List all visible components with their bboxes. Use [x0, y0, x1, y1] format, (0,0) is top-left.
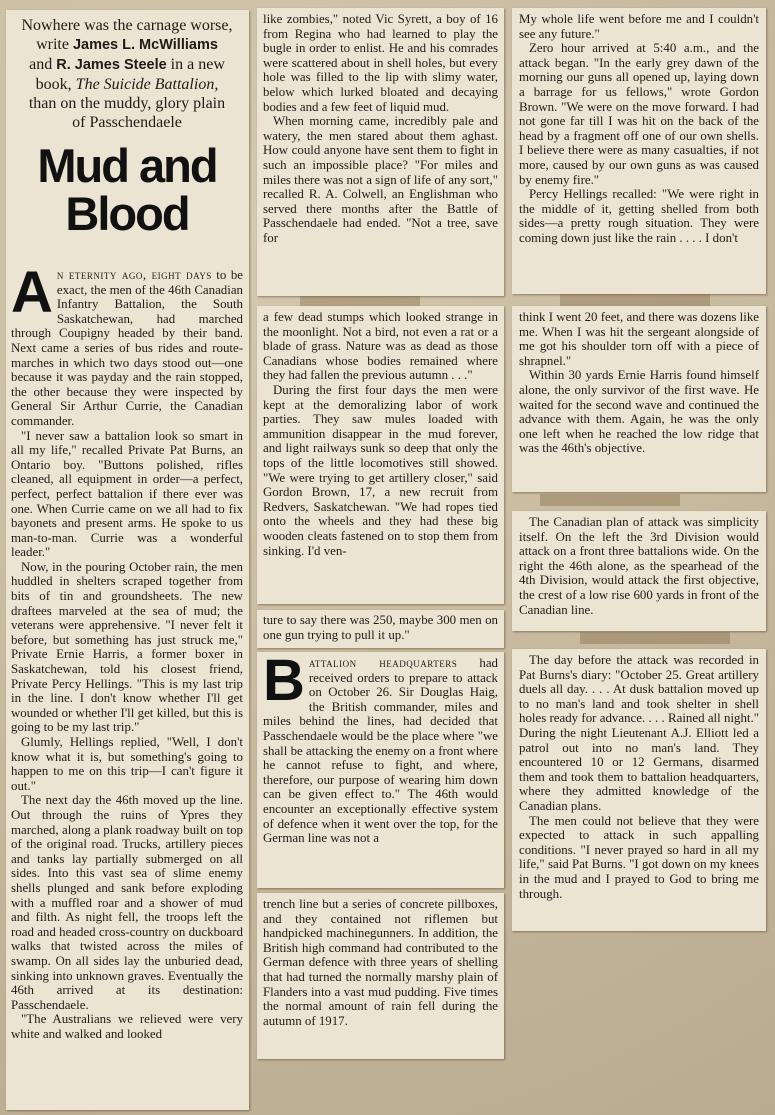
paragraph-1-body: to be exact, the men of the 46th Canadian Infantry Battalion, the South Saskatchewan, had marched through Coupigny headed by their band. Next came a series of bus rides and route-marches in which two days stood out—one because it was payday and the rain stopped, the other because they were inspected by General Sir Arthur Currie, the Canadian commander. — [11, 268, 243, 428]
deck-line5: than on the muddy, glory plain — [28, 95, 226, 112]
paragraph-6: "The Australians we relieved were very white and walked and looked — [11, 1012, 243, 1041]
paragraph — [263, 652, 498, 846]
paragraph: The Canadian plan of attack was simplicity itself. On the left the 3rd Division would attack on a front three battalions wide. On the right the 46th alone, as the spearhead of the 4th Division, would attack the first objective, the crest of a low rise 600 yards in front of the Canadian line. — [519, 515, 759, 617]
author-2: R. James Steele — [56, 57, 167, 73]
paragraph: My whole life went before me and I couldn't see any future." — [519, 12, 759, 41]
author-1: James L. McWilliams — [72, 37, 218, 53]
paragraph-1 — [11, 260, 243, 429]
paragraph: During the first four days the men were kept at the demoralizing labor of work parties. They saw mules loaded with ammunition disappear in the mud forever, and light railways sunk so deep that only the tops of the little locomotives still showed. "We were trying to get artillery closer," said Gordon Brown, 17, a new recruit from Redvers, Saskatchewan. "We had ropes tied onto the wheels and they had these big wooden cleats fastened on to stop them from sinking. I'd ven- — [263, 382, 498, 558]
paragraph: a few dead stumps which looked strange in the moonlight. Not a bird, not even a rat or a blade of grass. Nature was as dead as those Canadians whose bodies remained where they had fallen the previous autumn . . ." — [263, 310, 498, 383]
clipping-headline-column — [6, 10, 249, 1110]
paragraph-2: "I never saw a battalion look so smart in all my life," recalled Private Pat Burns, an Ontario boy. "Buttons polished, rifles cleaned, all equipment in order—a perfect, perfect, perfect battalion if there ever was one. When Currie came on we all had to fix bayonets and present arms. He spoke to us man-to-man. Currie was a wonderful leader." — [11, 428, 243, 560]
tape-strip — [540, 494, 680, 506]
paragraph-body: had received orders to prepare to attack on October 26. Sir Douglas Haig, the British commander, miles and miles behind the lines, had decided that Passchendaele would be the place where "we shall be attacking the enemy on a front where he cannot refuse to fight, and where, therefore, our purpose of wearing him down can be given effect to." The 46th would encounter an exceptionally effective system of defence when it went over the top, for the German line was not a — [263, 656, 498, 846]
paragraph: think I went 20 feet, and there was dozens like me. When I was hit the sergeant alongside of me got his shoulder torn off with a piece of shrapnel." — [519, 310, 759, 368]
clipping-pillboxes — [257, 893, 504, 1059]
clipping-dead-stumps — [257, 306, 504, 604]
paragraph-4: Glumly, Hellings replied, "Well, I don't know what it is, but something's going to happen to me on this trip—I can't figure it out." — [11, 735, 243, 793]
drop-cap-b: B — [263, 652, 305, 713]
paragraph: Within 30 yards Ernie Harris found himself alone, the only survivor of the first wave. He waited for the second wave and continued the advance with them. Again, he was the only one left when he reached the low ridge that was the 46th's objective. — [519, 368, 759, 456]
tape-strip — [560, 294, 710, 306]
paragraph-3: Now, in the pouring October rain, the men huddled in shelters scraped together from bits of tin and groundsheets. The new draftees marveled at the sea of mud; the veterans were apprehensive. "I never felt it before, but something has just struck me," Private Ernie Harris, a former boxer in Saskatchewan, told his closest friend, Private Percy Hellings. "This is my last trip in the line. I don't know whether I'll get wounded or whether I'll get killed, but this is going to be my last trip." — [11, 559, 243, 735]
drop-cap-a: A — [11, 260, 53, 325]
paragraph: ture to say there was 250, maybe 300 men on one gun trying to pull it up." — [263, 613, 498, 642]
clipping-artillery — [257, 610, 504, 648]
paragraph: Percy Hellings recalled: "We were right in the middle of it, getting shelled from both sides—a pretty rough situation. They were coming down just like the rain . . . . I don't — [519, 187, 759, 245]
headline — [11, 139, 243, 240]
deck-line6: of Passchendaele — [72, 114, 182, 131]
clipping-zombies — [257, 8, 504, 296]
lead-in-caps: attalion headquarters — [308, 656, 458, 670]
clipping-canadian-plan — [512, 511, 766, 631]
clipping-battalion-hq — [257, 652, 504, 888]
clipping-shrapnel — [512, 306, 766, 492]
book-title: The Suicide Battalion, — [75, 76, 219, 93]
deck-in-a-new: in a new — [170, 56, 225, 73]
article-deck — [11, 16, 243, 132]
paragraph: The men could not believe that they were expected to attack in such appalling conditions. "I never prayed so hard in all my life," said Pat Burns. "I got down on my knees in the mud and I prayed to God to bring me through. — [519, 813, 759, 901]
lead-in-caps: n eternity ago, eight days — [56, 268, 212, 282]
deck-and: and — [29, 56, 53, 73]
deck-book: book, — [35, 76, 72, 93]
paragraph: When morning came, incredibly pale and watery, the men stared about them aghast. How could anyone have sent them to fight in such an impossible place? "For miles and miles there was not a sign of life of any sort," recalled R. A. Colwell, an Englishman who served there months after the Battle of Passchendaele had ended. "Not a tree, save for — [263, 114, 498, 245]
headline-line-1: Mud and — [37, 139, 217, 192]
paragraph-5: The next day the 46th moved up the line. Out through the ruins of Ypres they marched, along a plank roadway built on top of the original road. Trucks, artillery pieces and tanks lay partially submerged on all sides. Into this vast sea of slime enemy shells plunged and sank before exploding with a muffled roar and a shower of mud and filth. As night fell, the troops left the road and headed cross-country on duckboard walks that twisted across the miles of swamp. On all sides lay the unburied dead, sinking into unknown graves. Eventually the 46th arrived at its destination: Passchendaele. — [11, 793, 243, 1012]
headline-line-2: Blood — [65, 187, 189, 240]
deck-write: write — [36, 36, 69, 53]
paragraph: trench line but a series of concrete pillboxes, and they contained not riflemen but handpicked machinegunners. In addition, the British high command had contributed to the German defence with three years of shelling that had turned the normally marshy plain of Flanders into a vast mud pudding. Five times the normal amount of rain fell during the autumn of 1917. — [263, 897, 498, 1028]
deck-line1: Nowhere was the carnage worse, — [21, 17, 233, 34]
clipping-diary — [512, 649, 766, 931]
paragraph: The day before the attack was recorded in Pat Burns's diary: "October 25. Great artillery duels all day. . . . At dusk battalion moved up to no man's land and took shelter in shell holes ready for advance. . . . Rained all night." During the night Lieutenant A.J. Elliott led a patrol out into no man's land. They encountered 10 or 12 Germans, disarmed them and took them to battalion headquarters, where they admitted knowledge of the Canadian plans. — [519, 653, 759, 813]
tape-strip — [580, 632, 730, 644]
clipping-zero-hour — [512, 8, 766, 294]
paragraph: Zero hour arrived at 5:40 a.m., and the attack began. "In the early grey dawn of the morning our guns all opened up, laying down a barrage for us fellows," wrote Gordon Brown. "We were on the move forward. I had not gone far till I was hit on the back of the head by a fragment off one of our own shells. I believe there were as many casualties, if not more, caused by our own guns as was caused by enemy fire." — [519, 41, 759, 187]
paragraph: like zombies," noted Vic Syrett, a boy of 16 from Regina who had learned to play the bugle in order to enlist. He and his comrades were scattered about in shell holes, but every hole was filled to the lip with slimy water, below which lurked bloated and decaying bodies and a few feet of liquid mud. — [263, 12, 498, 114]
